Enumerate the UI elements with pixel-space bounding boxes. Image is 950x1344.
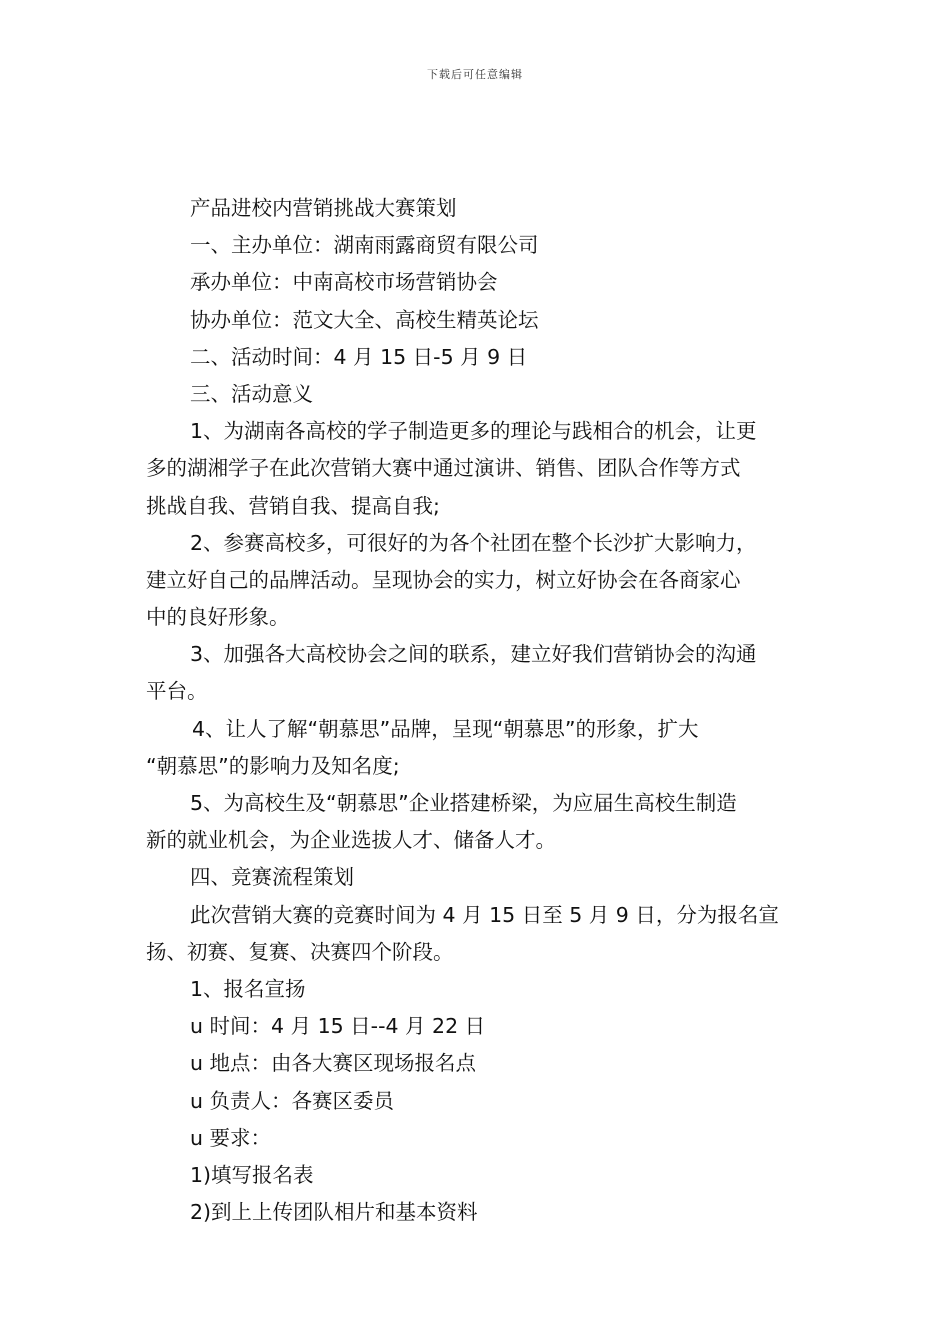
- text-line: u 负责人：各赛区委员: [190, 1088, 395, 1113]
- text-line: 中的良好形象。: [146, 605, 290, 630]
- text-line: 5、为高校生及“朝慕思”企业搭建桥梁，为应届生高校生制造: [190, 791, 737, 815]
- text-line: 二、活动时间：4 月 15 日-5 月 9 日: [190, 344, 528, 369]
- page-header-note: 下载后可任意编辑: [427, 68, 523, 81]
- text-line: 平台。: [146, 679, 208, 704]
- text-line: 一、主办单位：湖南雨露商贸有限公司: [190, 233, 539, 258]
- text-line: u 时间：4 月 15 日--4 月 22 日: [190, 1014, 486, 1039]
- text-line: 2、参赛高校多，可很好的为各个社团在整个长沙扩大影响力，: [190, 530, 757, 555]
- text-line: u 地点：由各大赛区现场报名点: [190, 1051, 477, 1076]
- text-line: 1、为湖南各高校的学子制造更多的理论与践相合的机会，让更: [190, 419, 757, 444]
- text-line: 协办单位：范文大全、高校生精英论坛: [190, 307, 539, 332]
- text-line: “朝慕思”的影响力及知名度;: [146, 753, 400, 778]
- document-body: [146, 190, 806, 1231]
- text-line: 4、让人了解“朝慕思”品牌，呈现“朝慕思”的形象，扩大: [192, 716, 699, 741]
- text-line: 挑战自我、营销自我、提高自我;: [146, 493, 440, 518]
- text-line: 扬、初赛、复赛、决赛四个阶段。: [146, 939, 454, 964]
- text-line: 1)填写报名表: [190, 1162, 314, 1187]
- text-line: 多的湖湘学子在此次营销大赛中通过演讲、销售、团队合作等方式: [146, 456, 741, 481]
- text-line: 产品进校内营销挑战大赛策划: [190, 196, 457, 220]
- text-line: 三、活动意义: [190, 381, 313, 406]
- text-line: 建立好自己的品牌活动。呈现协会的实力，树立好协会在各商家心: [146, 567, 741, 592]
- text-line: 四、竞赛流程策划: [190, 865, 354, 890]
- text-line: u 要求：: [190, 1125, 272, 1150]
- text-line: 3、加强各大高校协会之间的联系，建立好我们营销协会的沟通: [190, 642, 757, 667]
- text-line: 1、报名宣扬: [190, 976, 306, 1001]
- text-line: 承办单位：中南高校市场营销协会: [190, 270, 498, 295]
- text-line: 新的就业机会，为企业选拔人才、储备人才。: [146, 828, 556, 853]
- text-line: 2)到上上传团队相片和基本资料: [190, 1200, 478, 1225]
- text-line: 此次营销大赛的竞赛时间为 4 月 15 日至 5 月 9 日，分为报名宣: [190, 902, 779, 927]
